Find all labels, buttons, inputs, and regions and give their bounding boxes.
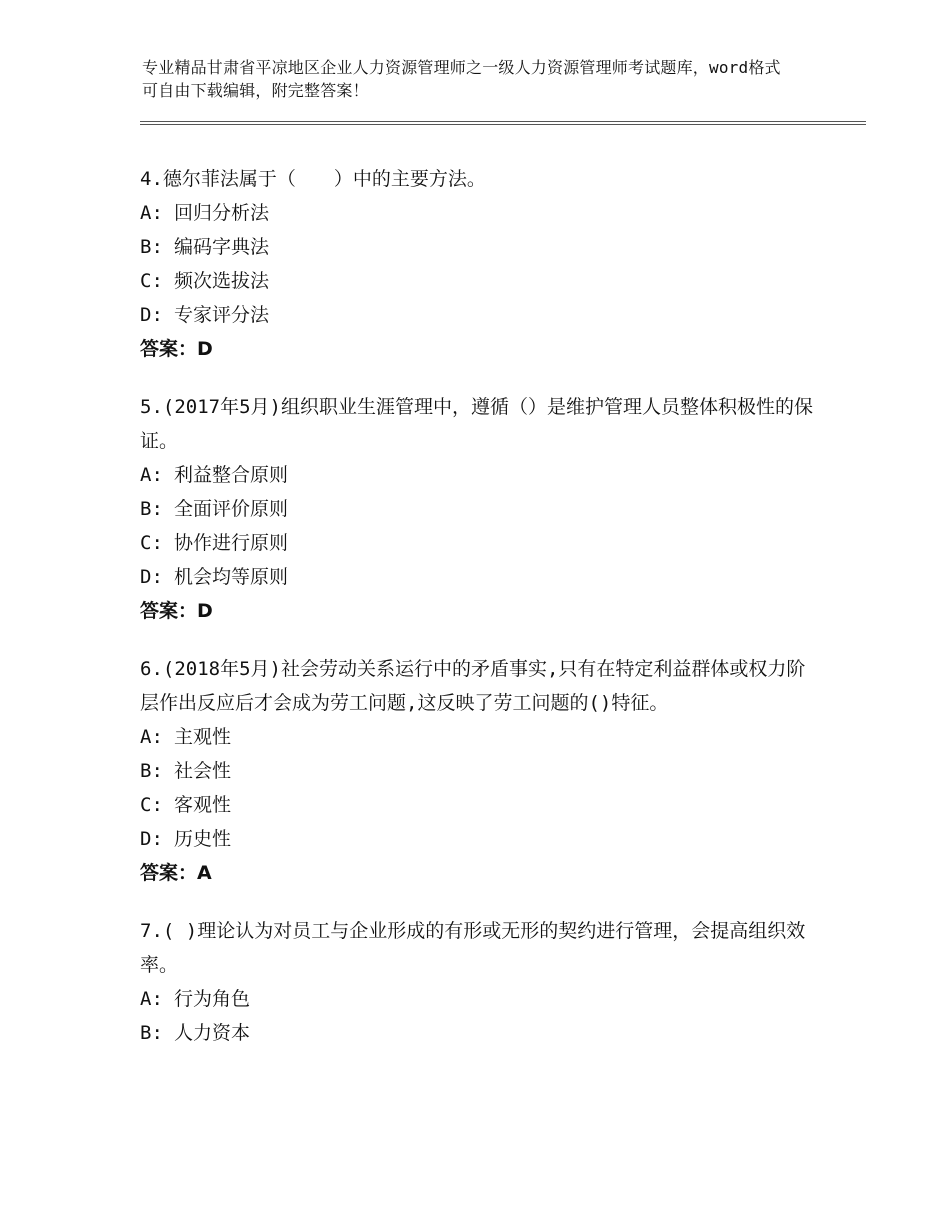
document-header: 专业精品甘肃省平凉地区企业人力资源管理师之一级人力资源管理师考试题库，word格式可自由下载编辑，附完整答案！ (142, 58, 781, 100)
option-text: 回归分析法 (174, 202, 270, 224)
option-d (140, 298, 820, 332)
option-label: D: (140, 304, 163, 326)
option-text: 全面评价原则 (174, 498, 289, 520)
option-text: 行为角色 (174, 988, 251, 1010)
option-label: C: (140, 270, 163, 292)
option-d (140, 560, 820, 594)
option-text: 专家评分法 (174, 304, 270, 326)
option-label: D: (140, 566, 163, 588)
option-text: 利益整合原则 (174, 464, 289, 486)
option-text: 协作进行原则 (174, 532, 289, 554)
option-label: B: (140, 498, 163, 520)
option-label: B: (140, 760, 163, 782)
question-6 (140, 652, 820, 890)
option-text: 历史性 (174, 828, 232, 850)
question-text: 7.( )理论认为对员工与企业形成的有形或无形的契约进行管理，会提高组织效率。 (140, 920, 806, 976)
option-b (140, 230, 820, 264)
option-label: D: (140, 828, 163, 850)
option-label: C: (140, 794, 163, 816)
answer-line: 答案：D (140, 600, 213, 622)
option-text: 客观性 (174, 794, 232, 816)
option-label: A: (140, 988, 163, 1010)
question-5 (140, 390, 820, 628)
option-a (140, 458, 820, 492)
option-label: C: (140, 532, 163, 554)
option-c (140, 526, 820, 560)
option-c (140, 788, 820, 822)
option-b (140, 754, 820, 788)
question-text: 5.(2017年5月)组织职业生涯管理中，遵循（）是维护管理人员整体积极性的保证。 (140, 396, 813, 452)
option-text: 机会均等原则 (174, 566, 289, 588)
option-text: 频次选拔法 (174, 270, 270, 292)
question-4 (140, 162, 820, 366)
option-a (140, 982, 820, 1016)
option-text: 主观性 (174, 726, 232, 748)
header-divider (140, 121, 866, 125)
option-text: 编码字典法 (174, 236, 270, 258)
option-a (140, 720, 820, 754)
option-d (140, 822, 820, 856)
option-b (140, 492, 820, 526)
question-text: 4.德尔菲法属于（ ）中的主要方法。 (140, 168, 486, 190)
option-c (140, 264, 820, 298)
answer-line: 答案：A (140, 862, 212, 884)
option-label: A: (140, 726, 163, 748)
question-7 (140, 914, 820, 1050)
option-label: B: (140, 236, 163, 258)
option-label: A: (140, 464, 163, 486)
option-label: B: (140, 1022, 163, 1044)
option-b (140, 1016, 820, 1050)
option-text: 人力资本 (174, 1022, 251, 1044)
question-text: 6.(2018年5月)社会劳动关系运行中的矛盾事实,只有在特定利益群体或权力阶层作出反应后才会成为劳工问题,这反映了劳工问题的()特征。 (140, 658, 806, 714)
question-list (140, 162, 820, 1074)
answer-line: 答案：D (140, 338, 213, 360)
option-a (140, 196, 820, 230)
option-text: 社会性 (174, 760, 232, 782)
option-label: A: (140, 202, 163, 224)
